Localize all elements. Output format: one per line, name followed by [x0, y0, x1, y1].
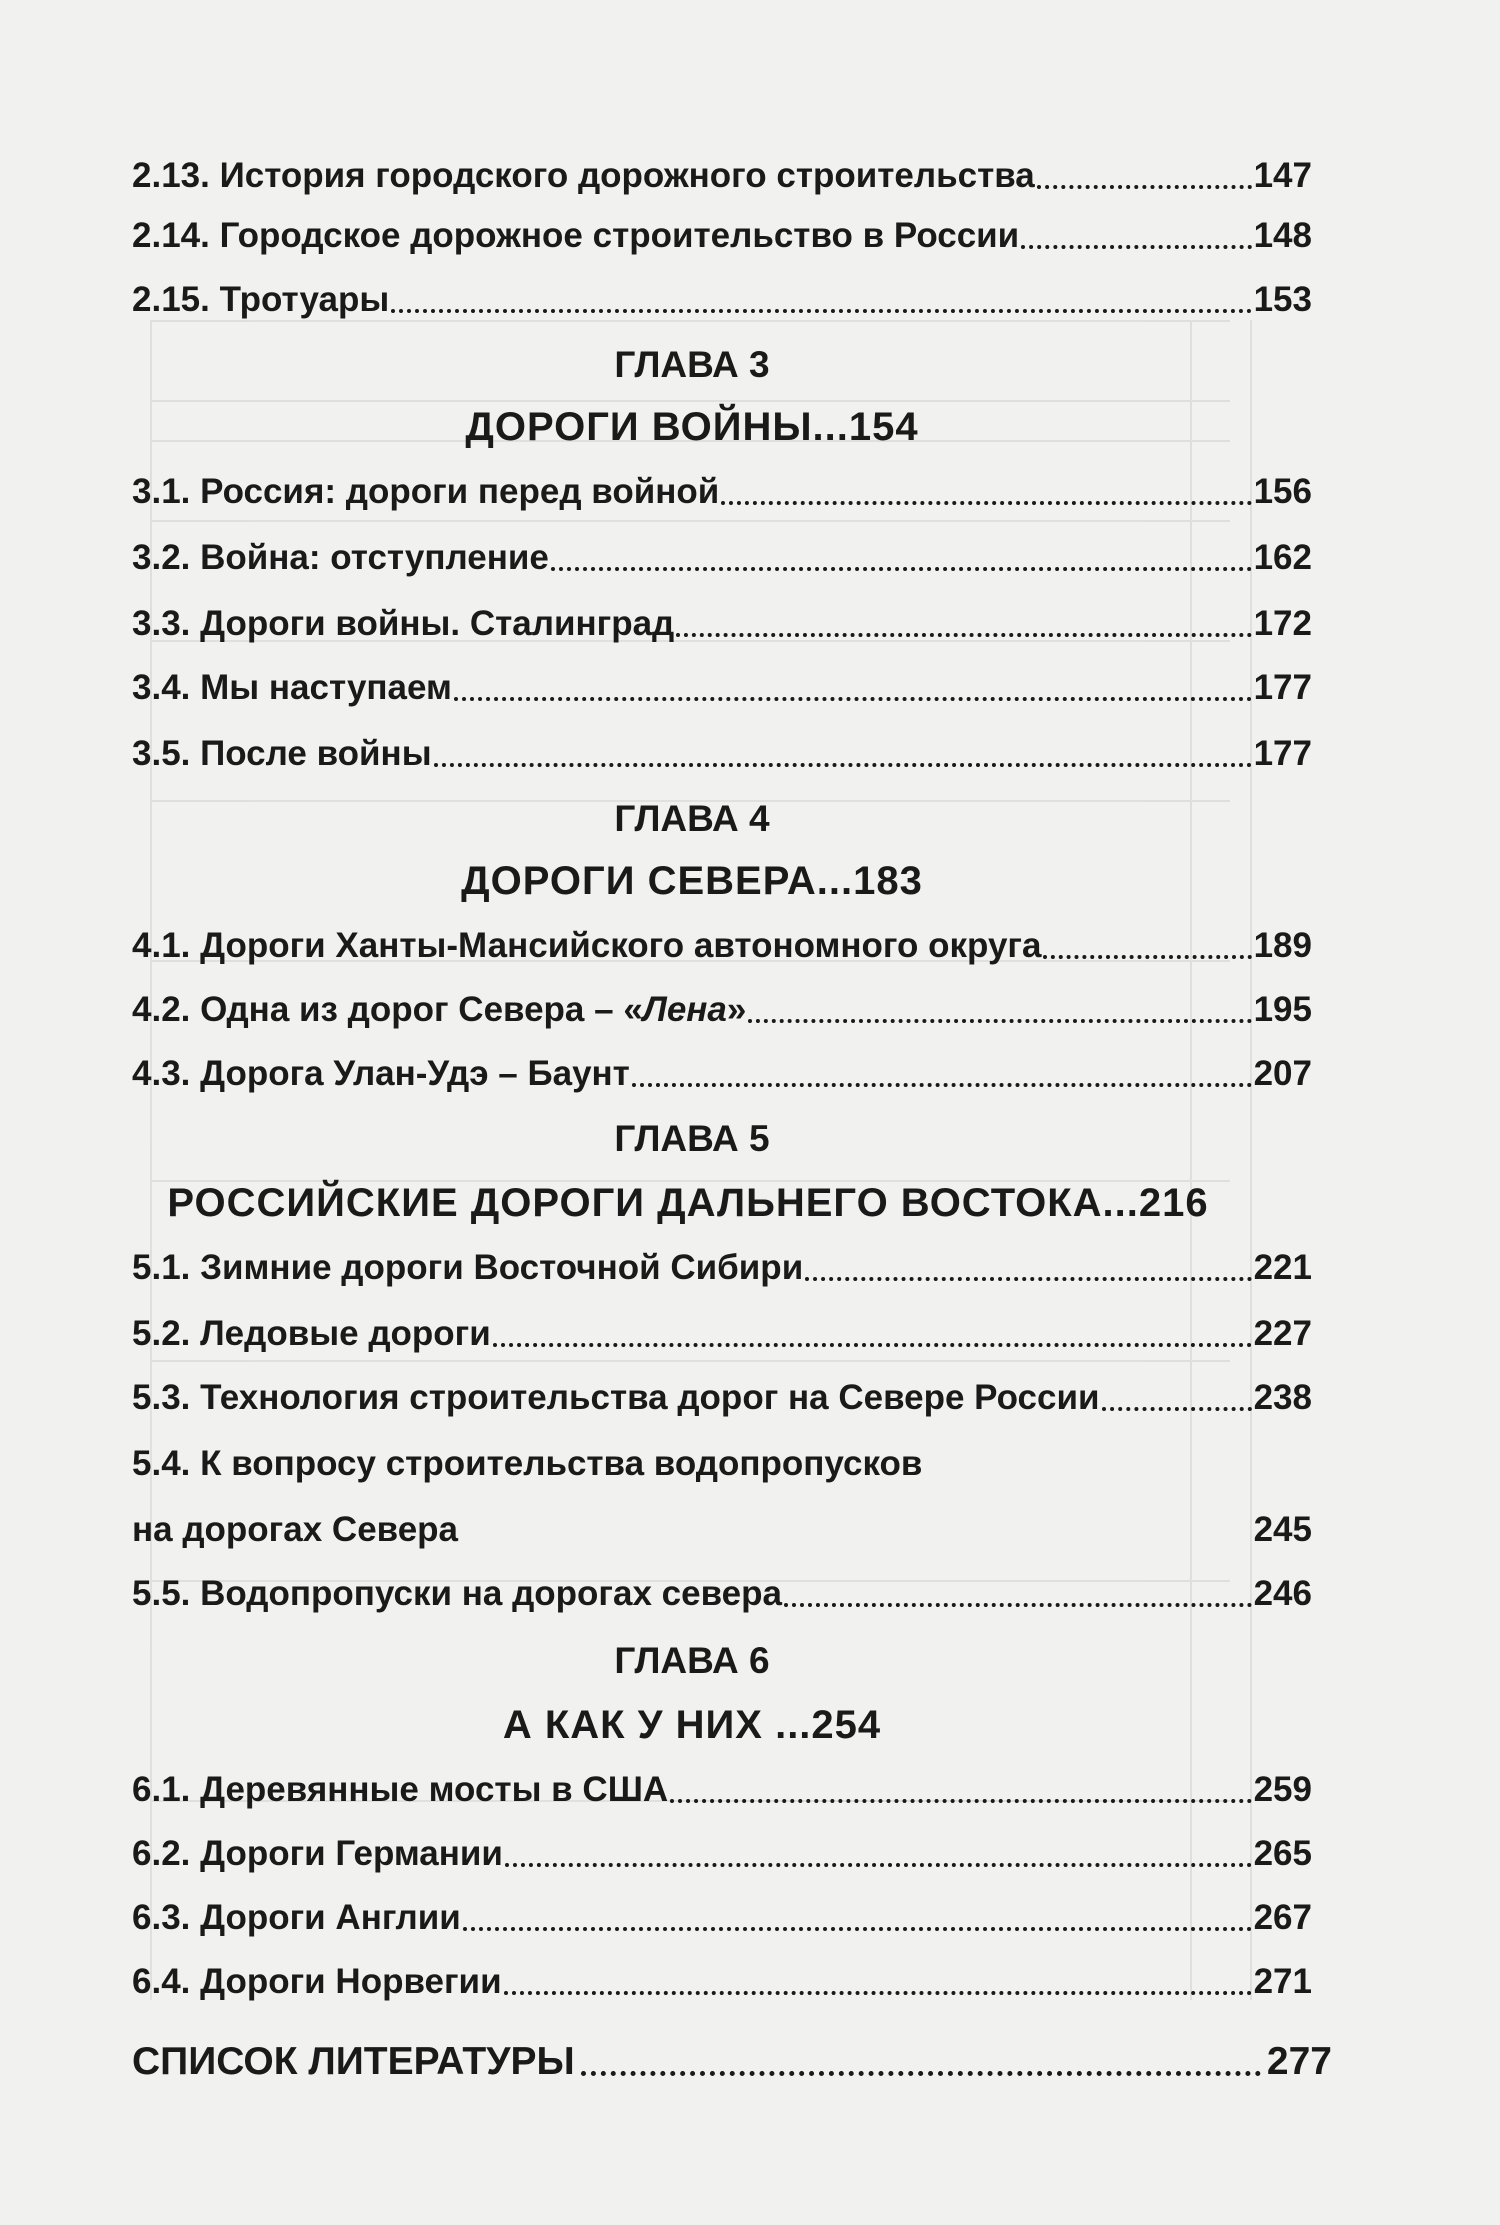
toc-entry-page: 238	[1253, 1378, 1312, 1417]
toc-entry	[132, 924, 1312, 968]
toc-entry-title: 2.14. Городское дорожное строительство в России	[132, 216, 1020, 255]
toc-entry	[132, 278, 1312, 322]
toc-entry	[132, 988, 1312, 1032]
toc-entry-page: 227	[1253, 1314, 1312, 1353]
toc-entry-title: 5.3. Технология строительства дорог на Севере России	[132, 1378, 1100, 1417]
bibliography-entry	[132, 2038, 1332, 2086]
leader-dots	[1037, 185, 1252, 189]
toc-entry-page: 267	[1253, 1898, 1312, 1937]
toc-entry-title: 6.2. Дороги Германии	[132, 1834, 503, 1873]
leader-dots	[504, 1991, 1252, 1995]
toc-entry-page: 177	[1253, 734, 1312, 773]
leader-dots	[493, 1343, 1252, 1347]
toc-entry-title: 6.1. Деревянные мосты в США	[132, 1770, 669, 1809]
toc-entry-title: 4.3. Дорога Улан-Удэ – Баунт	[132, 1054, 630, 1093]
leader-dots	[1102, 1407, 1252, 1411]
leader-dots	[632, 1083, 1252, 1087]
chapter-title: А КАК У НИХ ...254	[502, 1703, 882, 1747]
toc-entry-title: на дорогах Севера	[132, 1510, 459, 1549]
toc-entry-page: 221	[1253, 1248, 1312, 1287]
chapter-label: ГЛАВА 6	[614, 1640, 770, 1681]
bibliography-page: 277	[1266, 2040, 1332, 2083]
toc-entry-page: 156	[1253, 472, 1312, 511]
toc-entry	[132, 1246, 1312, 1290]
toc-entry-title: 5.1. Зимние дороги Восточной Сибири	[132, 1248, 804, 1287]
toc-entry	[132, 1572, 1312, 1616]
toc-entry-page: 259	[1253, 1770, 1312, 1809]
toc-entry-page: 153	[1253, 280, 1312, 319]
toc-entry-page: 172	[1253, 604, 1312, 643]
leader-dots	[391, 309, 1251, 313]
chapter-title: ДОРОГИ ВОЙНЫ...154	[465, 405, 919, 449]
toc-entry	[132, 214, 1312, 258]
chapter-label: ГЛАВА 4	[614, 798, 770, 839]
toc-entry-title: 3.2. Война: отступление	[132, 538, 549, 577]
toc-entry-title-line: 5.4. К вопросу строительства водопропусков	[132, 1444, 923, 1483]
toc-entry-title: 6.4. Дороги Норвегии	[132, 1962, 502, 2001]
leader-dots	[1043, 955, 1251, 959]
toc-entry-page: 189	[1253, 926, 1312, 965]
toc-entry-page: 245	[1253, 1510, 1312, 1549]
toc-entry	[132, 666, 1312, 710]
leader-dots	[748, 1019, 1251, 1023]
leader-dots	[670, 1799, 1251, 1803]
toc-entry	[132, 602, 1312, 646]
toc-entry-title: 3.3. Дороги войны. Сталинград	[132, 604, 675, 643]
toc-entry-page: 162	[1253, 538, 1312, 577]
toc-entry-page: 195	[1253, 990, 1312, 1029]
leader-dots	[805, 1277, 1251, 1281]
leader-dots	[551, 567, 1252, 571]
toc-entry	[132, 1960, 1312, 2004]
leader-dots	[784, 1603, 1252, 1607]
toc-entry	[132, 1896, 1312, 1940]
chapter-label: ГЛАВА 3	[614, 344, 770, 385]
leader-dots	[676, 633, 1251, 637]
bibliography-title: СПИСОК ЛИТЕРАТУРЫ	[132, 2040, 575, 2083]
leader-dots	[505, 1863, 1252, 1867]
leader-dots	[581, 2071, 1261, 2076]
toc-entry	[132, 470, 1312, 514]
toc-entry	[132, 1052, 1312, 1096]
leader-dots	[434, 763, 1252, 767]
toc-entry-page: 147	[1253, 156, 1312, 195]
toc-entry-title: 4.1. Дороги Ханты-Мансийского автономного округа	[132, 926, 1042, 965]
toc-entry	[132, 536, 1312, 580]
leader-dots	[460, 1539, 1252, 1543]
leader-dots	[721, 501, 1251, 505]
toc-entry	[132, 154, 1312, 198]
toc-entry-title: 2.15. Тротуары	[132, 280, 390, 319]
toc-entry-title: 5.2. Ледовые дороги	[132, 1314, 491, 1353]
toc-entry	[132, 732, 1312, 776]
toc-entry	[132, 1312, 1312, 1356]
leader-dots	[454, 697, 1252, 701]
toc-entry-page: 177	[1253, 668, 1312, 707]
toc-entry-title: 6.3. Дороги Англии	[132, 1898, 461, 1937]
chapter-title: ДОРОГИ СЕВЕРА...183	[461, 859, 923, 903]
toc-entry	[132, 1768, 1312, 1812]
toc-entry	[132, 1832, 1312, 1876]
toc-entry-page: 271	[1253, 1962, 1312, 2001]
toc-entry-title: 4.2. Одна из дорог Севера – «Лена»	[132, 990, 747, 1029]
toc-entry-title: 3.4. Мы наступаем	[132, 668, 452, 707]
leader-dots	[1021, 245, 1251, 249]
chapter-title: РОССИЙСКИЕ ДОРОГИ ДАЛЬНЕГО ВОСТОКА...216	[167, 1181, 1209, 1225]
toc-entry-page: 246	[1253, 1574, 1312, 1613]
toc-entry-title: 2.13. История городского дорожного строительства	[132, 156, 1035, 195]
toc-entry-title: 5.5. Водопропуски на дорогах севера	[132, 1574, 782, 1613]
toc-entry-title: 3.1. Россия: дороги перед войной	[132, 472, 720, 511]
toc-entry	[132, 1508, 1312, 1552]
toc-entry-page: 148	[1253, 216, 1312, 255]
toc-entry	[132, 1376, 1312, 1420]
leader-dots	[463, 1927, 1252, 1931]
toc-entry-page: 265	[1253, 1834, 1312, 1873]
chapter-label: ГЛАВА 5	[614, 1118, 770, 1159]
toc-entry-title: 3.5. После войны	[132, 734, 432, 773]
toc-entry-page: 207	[1253, 1054, 1312, 1093]
